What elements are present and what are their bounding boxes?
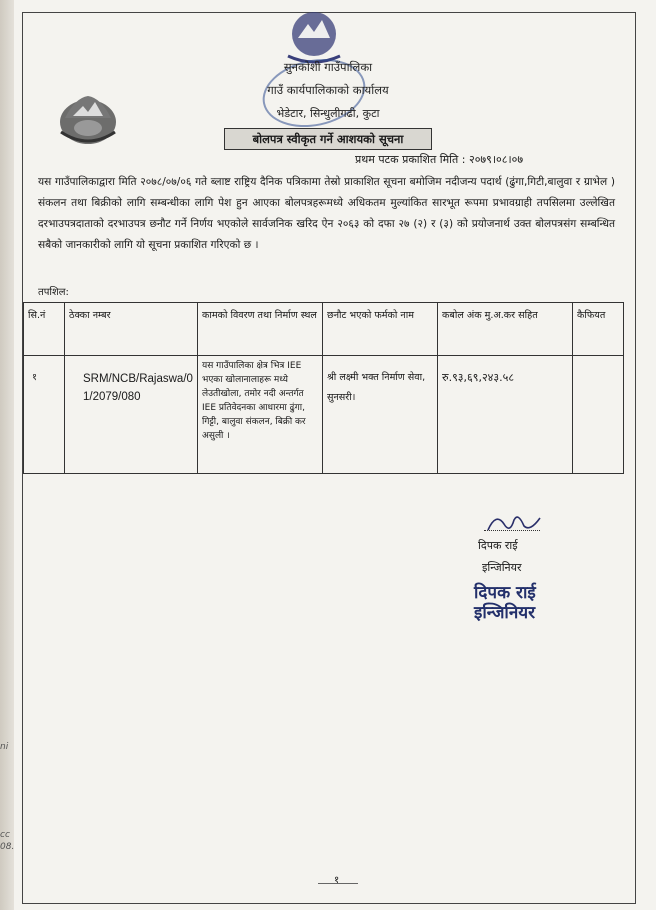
signatory-name: दिपक राई bbox=[478, 539, 518, 552]
signature-line bbox=[484, 530, 540, 531]
col-amount: कबोल अंक मु.अ.कर सहित bbox=[438, 303, 573, 356]
cell-description: यस गाउँपालिका क्षेत्र भित्र IEE भएका खोलानालाहरू मध्ये लेउतीखोला, तमोर नदी अन्तर्गत IEE प्रतिवेदनका आधारमा ढुंगा, गिट्टी, बालुवा संकलन, बिक्री कर असुली । bbox=[198, 356, 323, 474]
stamp-designation: इन्जिनियर bbox=[474, 603, 536, 623]
office-address: भेडेटार, सिन्धुलीगढी, कुटा bbox=[276, 107, 380, 120]
edge-fragment: ni bbox=[0, 742, 9, 752]
signature-scribble-icon bbox=[484, 510, 544, 536]
cell-amount: रु.९३,६९,२४३.५८ bbox=[438, 356, 573, 474]
footer-rule bbox=[318, 883, 358, 884]
cell-contract: SRM/NCB/Rajaswa/01/2079/080 bbox=[65, 356, 198, 474]
cell-firm: श्री लक्ष्मी भक्त निर्माण सेवा, सुनसरी। bbox=[323, 356, 438, 474]
edge-fragment: cc bbox=[0, 830, 10, 840]
cell-sn: १ bbox=[24, 356, 65, 474]
col-firm: छनौट भएको फर्मको नाम bbox=[323, 303, 438, 356]
edge-fragment: 08. bbox=[0, 842, 15, 852]
published-date: प्रथम पटक प्रकाशित मिति : २०७९।०८।०७ bbox=[355, 153, 524, 166]
bid-table bbox=[23, 302, 624, 474]
office-name: सुनकोशी गाउँपालिका bbox=[283, 60, 373, 74]
notice-body: यस गाउँपालिकाद्वारा मिति २०७८/०७/०६ गते ब्लाष्ट राष्ट्रिय दैनिक पत्रिकामा तेस्रो प्राकाशित सूचना बमोजिम नदीजन्य पदार्थ (ढुंगा,गिटी,बालुवा र ग्राभेल ) संकलन तथा बिक्रीको लागि सम्बन्धीका लागि पेश हुन आएका बोलपत्रहरूमध्ये अधिकतम मुल्यांकित सारभूत रूपमा प्रभावग्राही तपसिलमा उल्लेखित दरभाउपत्रदाताको दरभाउपत्र छनौट गर्ने निर्णय भएकोले सार्वजनिक खरिद ऐन २०६३ को दफा २७ (२) र (३) को प्रयोजनार्थ उक्त बोलपत्रसंग सम्बन्धित सबैको जानकारीको लागि यो सूचना प्रकाशित गरिएको छ । bbox=[38, 176, 615, 251]
signatory-designation: इन्जिनियर bbox=[482, 561, 522, 574]
cell-remarks bbox=[573, 356, 624, 474]
office-subtitle: गाउँ कार्यपालिकाको कार्यालय bbox=[267, 83, 389, 97]
details-label: तपशिल: bbox=[38, 287, 69, 298]
table-row bbox=[24, 356, 624, 474]
col-description: कामको विवरण तथा निर्माण स्थल bbox=[198, 303, 323, 356]
page-number: १ bbox=[334, 875, 340, 886]
col-sn: सि.नं bbox=[24, 303, 65, 356]
col-contract: ठेक्का नम्बर bbox=[65, 303, 198, 356]
notice-title: बोलपत्र स्वीकृत गर्ने आशयको सूचना bbox=[224, 128, 432, 150]
page-edge bbox=[0, 0, 14, 910]
col-remarks: कैफियत bbox=[573, 303, 624, 356]
stamp-name: दिपक राई bbox=[474, 583, 536, 603]
table-header-row bbox=[24, 303, 624, 356]
